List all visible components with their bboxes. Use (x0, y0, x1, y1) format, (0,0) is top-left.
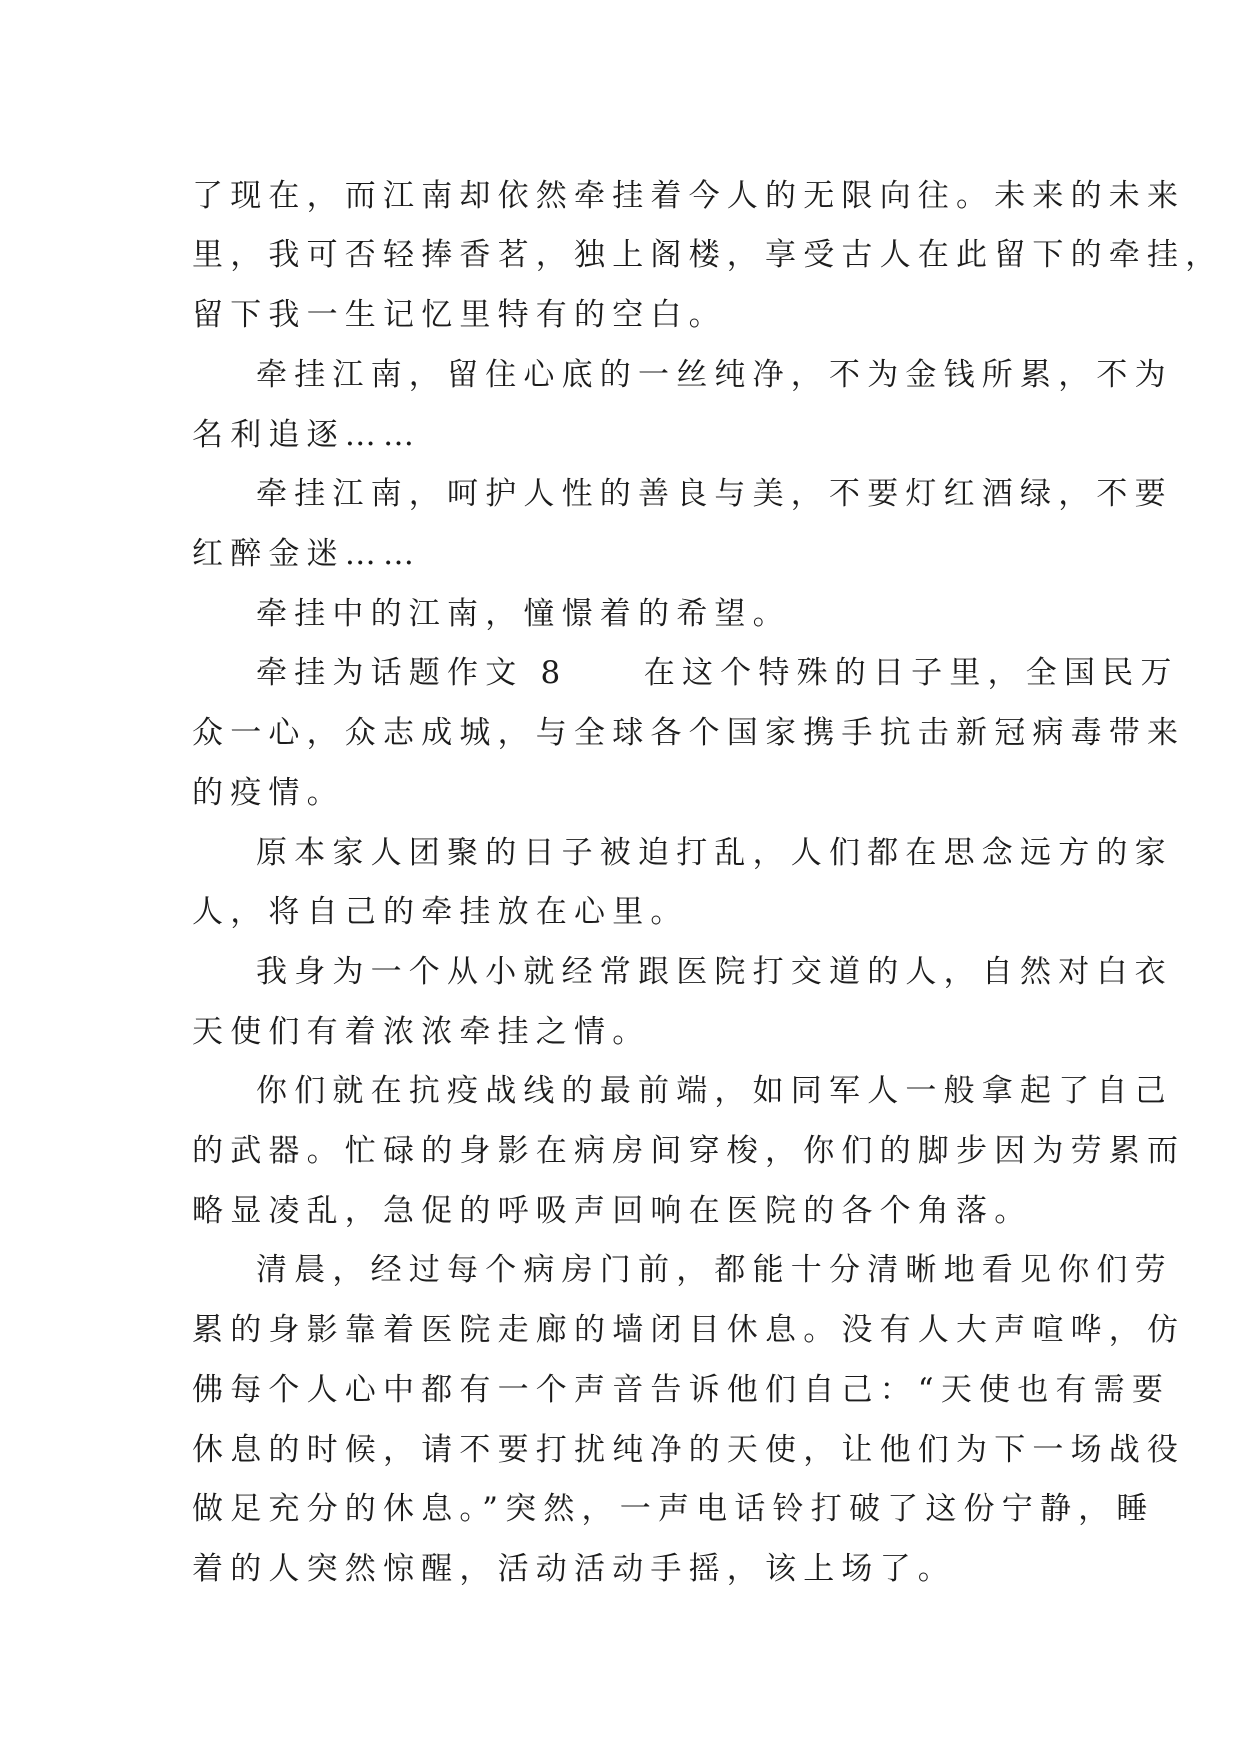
text-line: 名利追逐…… (192, 417, 422, 453)
section-heading-line: 牵挂为话题作文 8 在这个特殊的日子里，全国民万 (256, 655, 1179, 691)
text-line: 众一心，众志成城，与全球各个国家携手抗击新冠病毒带来 (192, 715, 1186, 751)
paragraph-first-line: 牵挂江南，呵护人性的善良与美，不要灯红酒绿，不要 (256, 476, 1173, 512)
text-line: 了现在，而江南却依然牵挂着今人的无限向往。未来的未来 (192, 178, 1186, 214)
text-line: 天使们有着浓浓牵挂之情。 (192, 1014, 651, 1050)
paragraph-first-line: 原本家人团聚的日子被迫打乱，人们都在思念远方的家 (256, 835, 1173, 871)
text-line: 休息的时候，请不要打扰纯净的天使，让他们为下一场战役 (192, 1432, 1186, 1468)
paragraph-first-line: 清晨，经过每个病房门前，都能十分清晰地看见你们劳 (256, 1252, 1173, 1288)
paragraph-first-line: 你们就在抗疫战线的最前端，如同军人一般拿起了自己 (256, 1073, 1173, 1109)
text-line: 的武器。忙碌的身影在病房间穿梭，你们的脚步因为劳累而 (192, 1133, 1186, 1169)
paragraph-first-line: 牵挂江南，留住心底的一丝纯净，不为金钱所累，不为 (256, 357, 1173, 393)
text-line: 红醉金迷…… (192, 536, 422, 572)
text-line: 的疫情。 (192, 775, 345, 811)
text-line: 留下我一生记忆里特有的空白。 (192, 297, 727, 333)
text-line: 佛每个人心中都有一个声音告诉他们自己：“天使也有需要 (192, 1372, 1171, 1408)
text-line: 累的身影靠着医院走廊的墙闭目休息。没有人大声喧哗，仿 (192, 1312, 1186, 1348)
paragraph-first-line: 我身为一个从小就经常跟医院打交道的人，自然对白衣 (256, 954, 1173, 990)
text-line: 里，我可否轻捧香茗，独上阁楼，享受古人在此留下的牵挂， (192, 237, 1224, 273)
paragraph-first-line: 牵挂中的江南，憧憬着的希望。 (256, 596, 791, 632)
text-line: 人，将自己的牵挂放在心里。 (192, 894, 689, 930)
text-line: 略显凌乱，急促的呼吸声回响在医院的各个角落。 (192, 1193, 1033, 1229)
text-line: 做足充分的休息。”突然，一声电话铃打破了这份宁静，睡 (192, 1491, 1155, 1527)
text-line: 着的人突然惊醒，活动活动手摇，该上场了。 (192, 1551, 956, 1587)
